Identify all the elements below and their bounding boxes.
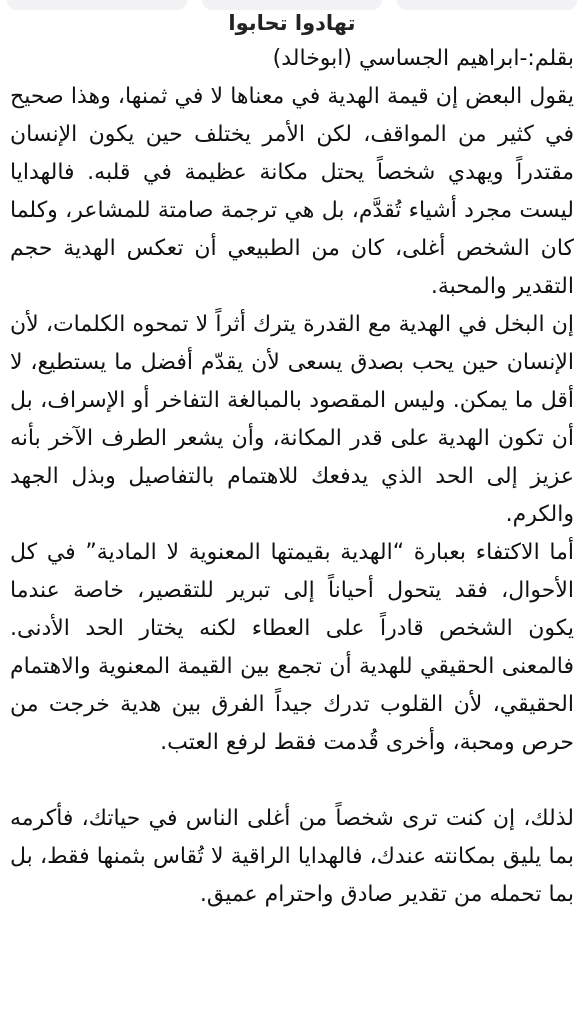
author-line: بقلم:-ابراهيم الجساسي (ابوخالد) (272, 46, 574, 71)
paragraph-2: إن البخل في الهدية مع القدرة يترك أثراً لا تمحوه الكلمات، لأن الإنسان حين يحب بصدق يسعى لأن يقدّم أفضل ما يستطيع، لا أقل ما يمكن. وليس المقصود بالمبالغة التفاخر أو الإسراف، بل أن تكون الهدية على قدر المكانة، وأن يشعر الطرف الآخر بأنه عزيز إلى الحد الذي يدفعك للاهتمام بالتفاصيل وبذل الجهد والكرم. (10, 312, 574, 527)
document-title: تهادوا تحابوا (228, 11, 356, 35)
paragraph-spacer (10, 762, 574, 800)
paragraph-3: أما الاكتفاء بعبارة “الهدية بقيمتها المعنوية لا المادية” في كل الأحوال، فقد يتحول أحياناً إلى تبرير للتقصير، خاصة عندما يكون الشخص قادراً على العطاء لكنه يختار الحد الأدنى. فالمعنى الحقيقي للهدية أن تجمع بين القيمة المعنوية والاهتمام الحقيقي، لأن القلوب تدرك جيداً الفرق بين هدية خرجت من حرص ومحبة، وأخرى قُدمت فقط لرفع العتب. (10, 540, 574, 755)
paragraph-1: يقول البعض إن قيمة الهدية في معناها لا في ثمنها، وهذا صحيح في كثير من المواقف، لكن الأمر يختلف حين يكون الإنسان مقتدراً ويهدي شخصاً يحتل مكانة عظيمة في قلبه. فالهدايا ليست مجرد أشياء تُقدَّم، بل هي ترجمة صامتة للمشاعر، وكلما كان الشخص أغلى، كان من الطبيعي أن تعكس الهدية حجم التقدير والمحبة. (10, 84, 574, 299)
paragraph-4: لذلك، إن كنت ترى شخصاً من أغلى الناس في حياتك، فأكرمه بما يليق بمكانته عندك، فالهدايا الراقية لا تُقاس بثمنها فقط، بل بما تحمله من تقدير صادق واحترام عميق. (10, 806, 574, 907)
